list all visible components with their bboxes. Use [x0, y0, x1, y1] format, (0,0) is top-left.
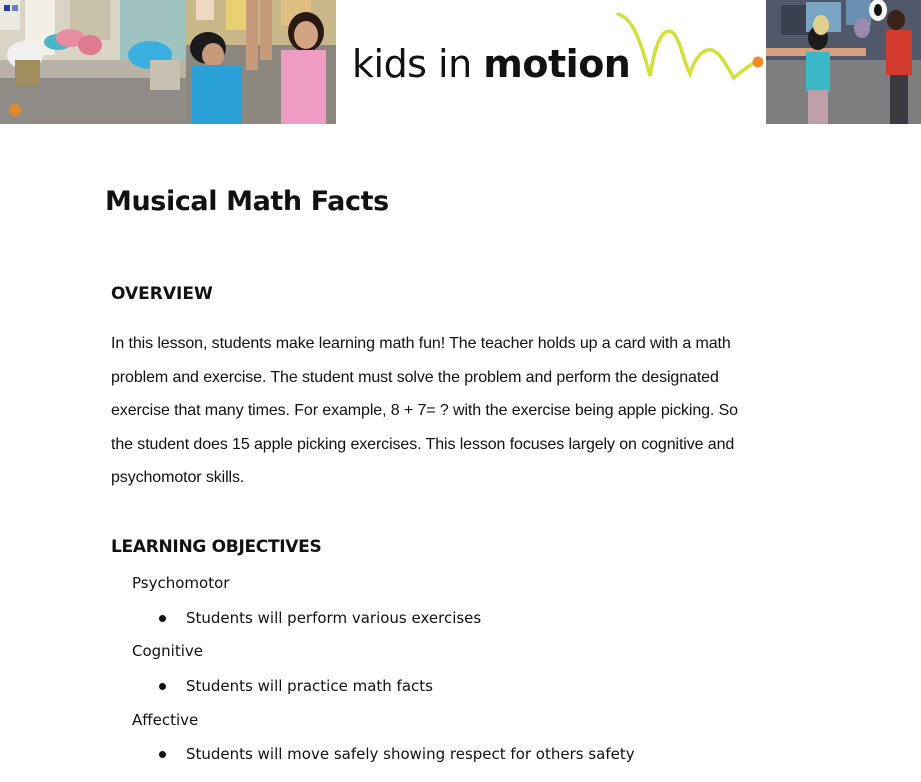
- objective-bullet: Students will practice math facts: [159, 676, 433, 696]
- overview-line: problem and exercise. The student must solve the problem and perform the designated: [111, 368, 719, 386]
- objective-domain-affective: Affective: [132, 711, 199, 729]
- objective-domain-cognitive: Cognitive: [132, 642, 204, 660]
- banner-photo-girls-hands-up: [186, 0, 336, 124]
- kids-in-motion-logo: [350, 8, 770, 108]
- banner-photo-arms-outstretched: [766, 0, 921, 124]
- bullet-icon: [159, 615, 166, 622]
- overview-paragraph: [111, 327, 791, 495]
- objective-bullet: Students will move safely showing respect for others safety: [159, 744, 635, 764]
- page-title: Musical Math Facts: [105, 186, 389, 217]
- overview-line: the student does 15 apple picking exercises. This lesson focuses largely on cognitive and: [111, 435, 735, 453]
- objective-bullet: Students will perform various exercises: [159, 608, 481, 628]
- bouncing-ball-swoosh-icon: [612, 8, 772, 88]
- bullet-icon: [159, 751, 166, 758]
- banner-photo-stretching: [0, 0, 186, 124]
- overview-heading: OVERVIEW: [111, 284, 213, 304]
- learning-objectives-heading: LEARNING OBJECTIVES: [111, 537, 322, 557]
- overview-line: exercise that many times. For example, 8 + 7= ? with the exercise being apple picking. So: [111, 402, 738, 419]
- overview-line: In this lesson, students make learning math fun! The teacher holds up a card with a math: [111, 335, 731, 352]
- bullet-icon: [159, 683, 166, 690]
- header-banner: [0, 0, 921, 124]
- overview-line: psychomotor skills.: [111, 469, 245, 486]
- objective-domain-psychomotor: Psychomotor: [132, 574, 230, 592]
- logo-wordmark: kids in motion: [352, 42, 631, 86]
